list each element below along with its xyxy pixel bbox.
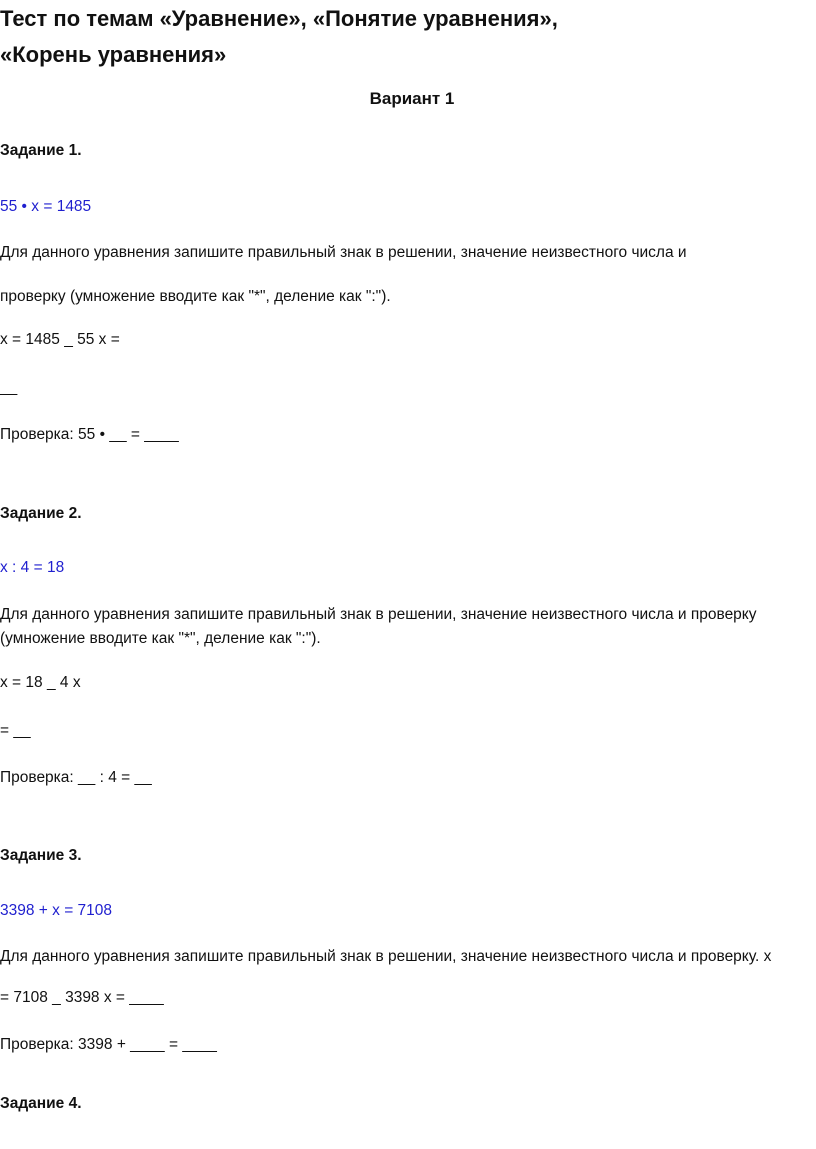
task-1-solution-line-1: x = 1485 _ 55 x =: [0, 331, 120, 348]
task-1-heading: Задание 1.: [0, 142, 82, 159]
task-2-check-line: Проверка: __ : 4 = __: [0, 769, 152, 786]
task-1-answer-blank: __: [0, 379, 18, 396]
variant-heading: Вариант 1: [369, 89, 455, 108]
document-title-line-1: Тест по темам «Уравнение», «Понятие уравнения»,: [0, 6, 558, 31]
task-1-equation: 55 • x = 1485: [0, 198, 92, 215]
task-2-instruction-line-2: (умножение вводите как "*", деление как ":").: [0, 630, 321, 647]
task-2-solution-line-1: x = 18 _ 4 x: [0, 674, 81, 691]
task-3-equation: 3398 + x = 7108: [0, 902, 113, 919]
task-3-heading: Задание 3.: [0, 847, 82, 864]
task-2-equation: x : 4 = 18: [0, 559, 65, 576]
task-3-check-line: Проверка: 3398 + ____ = ____: [0, 1036, 217, 1053]
task-3-instruction-line-2: = 7108 _ 3398 x = ____: [0, 989, 164, 1006]
task-1-instruction-line-1: Для данного уравнения запишите правильный знак в решении, значение неизвестного числа и: [0, 244, 687, 261]
task-3-instruction-line-1: Для данного уравнения запишите правильный знак в решении, значение неизвестного числа и проверку. x: [0, 948, 772, 965]
task-2-answer-line: = __: [0, 722, 31, 739]
task-2-heading: Задание 2.: [0, 505, 82, 522]
task-1-instruction-line-2: проверку (умножение вводите как "*", деление как ":").: [0, 288, 391, 305]
task-1-check-line: Проверка: 55 • __ = ____: [0, 426, 179, 443]
task-4-heading: Задание 4.: [0, 1095, 82, 1112]
document-title-line-2: «Корень уравнения»: [0, 42, 227, 67]
task-2-instruction-line-1: Для данного уравнения запишите правильный знак в решении, значение неизвестного числа и проверку: [0, 606, 757, 623]
